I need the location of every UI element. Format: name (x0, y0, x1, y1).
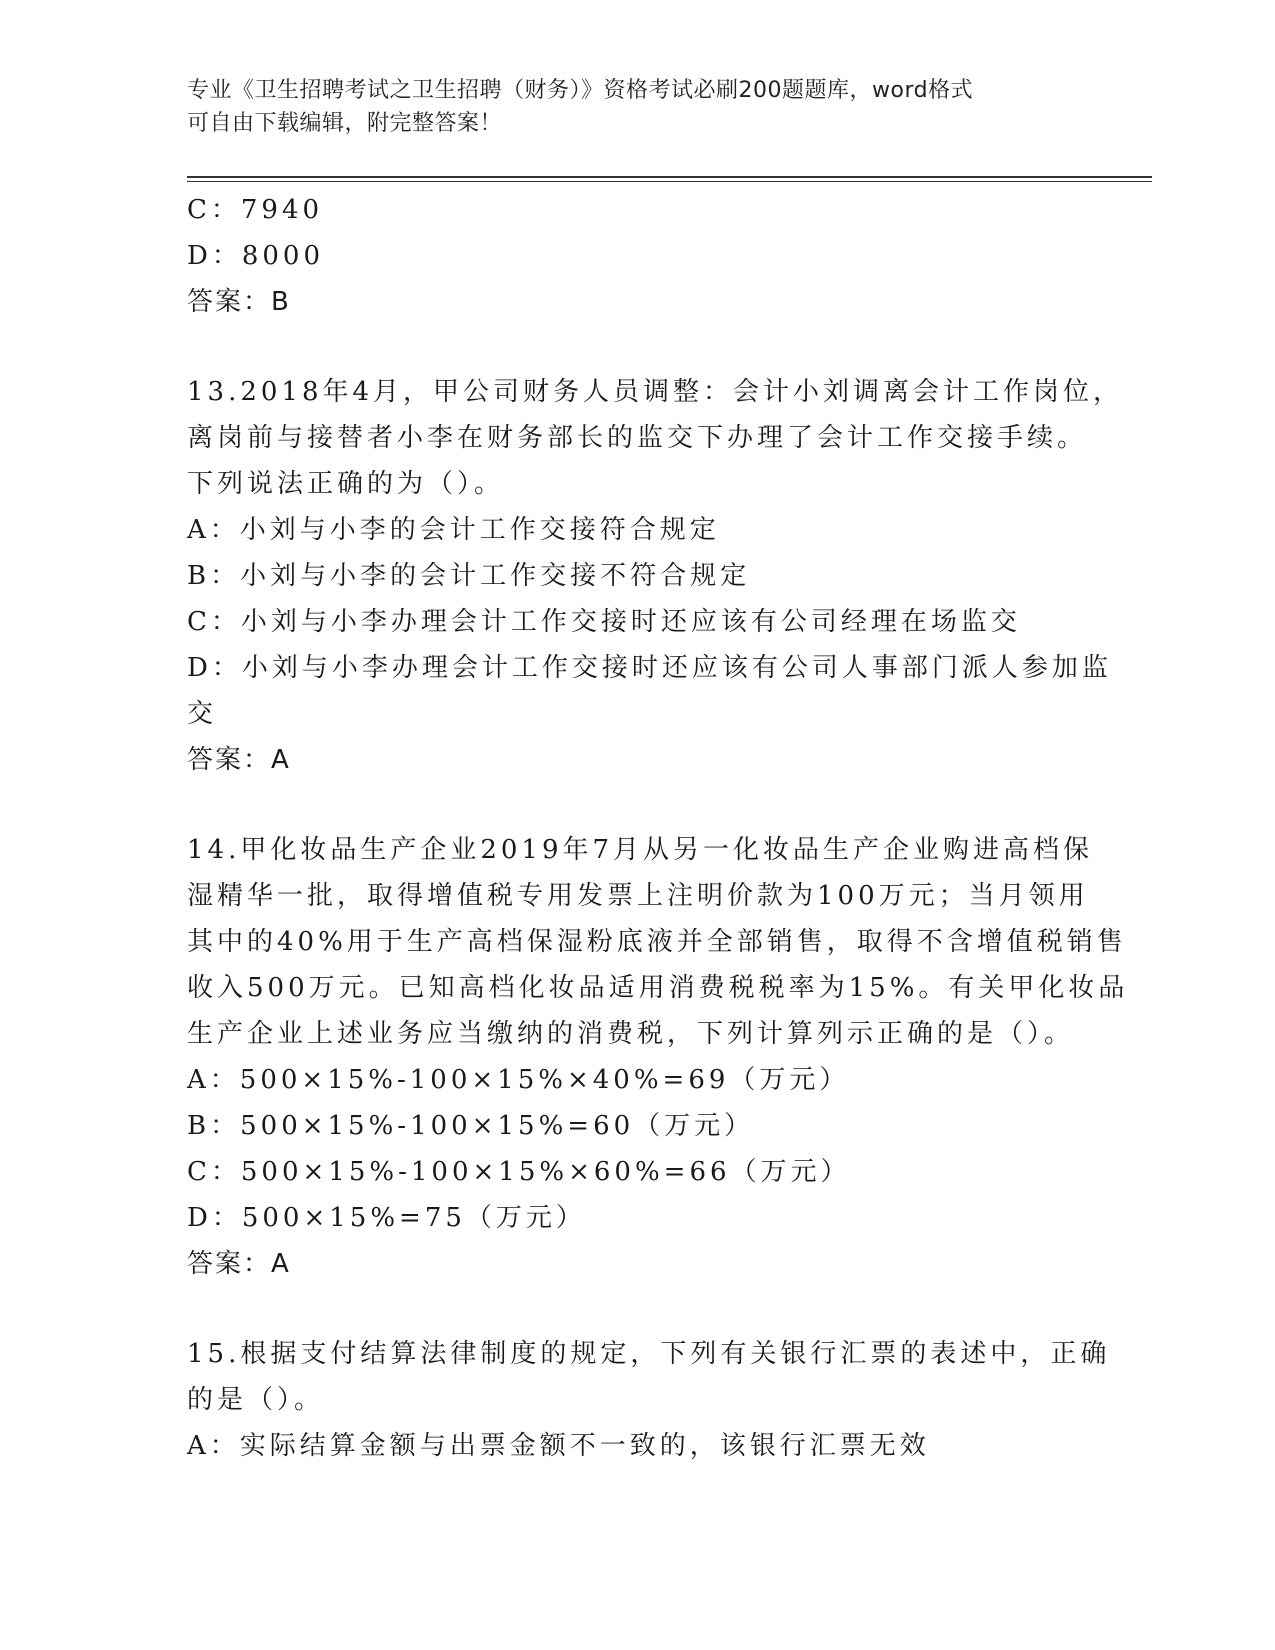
question-stem-line: 离岗前与接替者小李在财务部长的监交下办理了会计工作交接手续。 (187, 423, 1088, 453)
document-body (187, 187, 1129, 1469)
option-d: D：500×15%=75（万元） (187, 1203, 586, 1233)
option-c: C：7940 (187, 195, 324, 225)
page-header (187, 74, 1067, 140)
option-c: C：500×15%-100×15%×60%=66（万元） (187, 1157, 851, 1187)
option-d: D：8000 (187, 241, 325, 271)
option-d: D：小刘与小李办理会计工作交接时还应该有公司人事部门派人参加监 (187, 653, 1112, 683)
question-stem-line: 湿精华一批，取得增值税专用发票上注明价款为100万元；当月领用 (187, 881, 1089, 911)
question-stem-line: 14.甲化妆品生产企业2019年7月从另一化妆品生产企业购进高档保 (187, 835, 1094, 865)
question-stem-line: 其中的40%用于生产高档保湿粉底液并全部销售，取得不含增值税销售 (187, 927, 1127, 957)
option-d-continuation: 交 (187, 699, 218, 729)
question-stem-line: 下列说法正确的为（）。 (187, 469, 505, 499)
question-15 (187, 1331, 1111, 1469)
question-13 (187, 369, 1124, 783)
option-a: A：500×15%-100×15%×40%=69（万元） (187, 1065, 850, 1095)
option-b: B：500×15%-100×15%=60（万元） (187, 1111, 755, 1141)
answer-line: 答案：B (187, 287, 291, 317)
option-b: B：小刘与小李的会计工作交接不符合规定 (187, 561, 751, 591)
question-stem-line: 收入500万元。已知高档化妆品适用消费税税率为15%。有关甲化妆品 (187, 973, 1129, 1003)
question-stem-line: 15.根据支付结算法律制度的规定，下列有关银行汇票的表述中，正确 (187, 1339, 1111, 1369)
question-stem-line: 的是（）。 (187, 1385, 325, 1415)
answer-line: 答案：A (187, 1249, 291, 1279)
option-a: A：实际结算金额与出票金额不一致的，该银行汇票无效 (187, 1431, 930, 1461)
header-title-line-1: 专业《卫生招聘考试之卫生招聘（财务）》资格考试必刷200题题库，word格式 (187, 78, 974, 103)
previous-question-tail (187, 187, 1087, 325)
question-stem-line: 生产企业上述业务应当缴纳的消费税，下列计算列示正确的是（）。 (187, 1019, 1075, 1049)
question-stem-line: 13.2018年4月，甲公司财务人员调整：会计小刘调离会计工作岗位， (187, 377, 1124, 407)
header-divider (187, 176, 1152, 182)
header-title-line-2: 可自由下载编辑，附完整答案！ (187, 111, 503, 136)
answer-line: 答案：A (187, 745, 291, 775)
question-14 (187, 827, 1129, 1287)
option-a: A：小刘与小李的会计工作交接符合规定 (187, 515, 720, 545)
option-c: C：小刘与小李办理会计工作交接时还应该有公司经理在场监交 (187, 607, 1021, 637)
